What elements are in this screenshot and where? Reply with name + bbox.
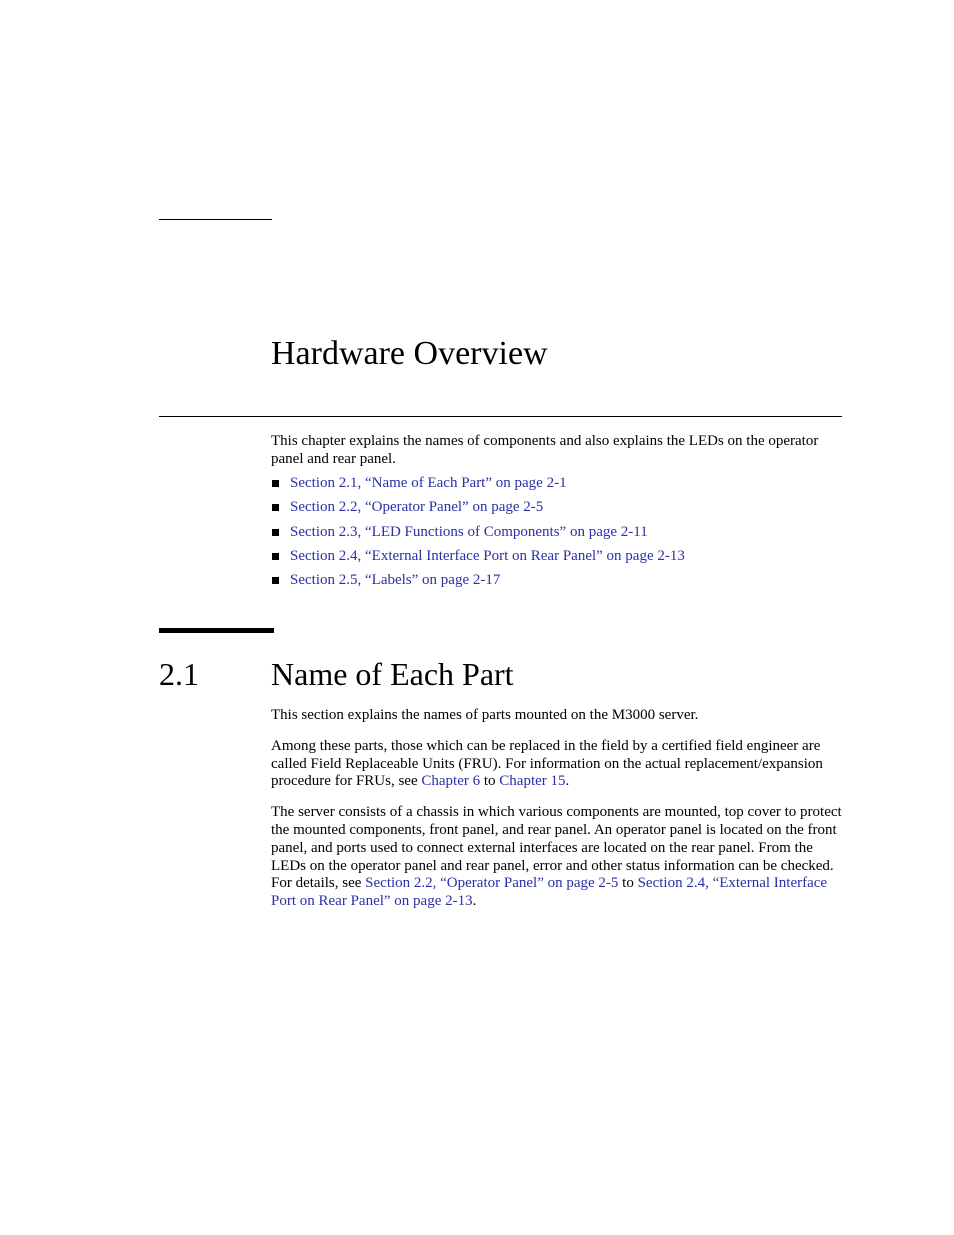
toc-link-section-2-3[interactable]: Section 2.3, “LED Functions of Components” on page 2-11 — [290, 523, 648, 540]
chapter-6-link[interactable]: Chapter 6 — [421, 773, 481, 790]
chapter-intro: This chapter explains the names of components and also explains the LEDs on the operator panel and rear panel. — [271, 433, 819, 467]
toc-item — [271, 474, 685, 498]
section-number: 2.1 — [159, 656, 199, 692]
section-paragraph-3 — [271, 804, 842, 911]
chapter-top-rule — [159, 219, 272, 220]
section-heading-bar — [159, 628, 274, 633]
section-2-2-link[interactable]: Section 2.2, “Operator Panel” on page 2-5 — [365, 875, 619, 892]
chapter-15-link[interactable]: Chapter 15 — [499, 773, 566, 790]
toc-item — [271, 547, 685, 571]
square-bullet-icon — [272, 480, 279, 487]
paragraph-text: . — [472, 893, 477, 910]
chapter-title-rule — [159, 416, 842, 417]
chapter-toc — [271, 474, 685, 595]
section-body — [271, 707, 842, 924]
toc-link-section-2-2[interactable]: Section 2.2, “Operator Panel” on page 2-5 — [290, 499, 544, 516]
paragraph-text: The server consists of a chassis in which various components are mounted, top cover to protect the mounted components, front panel, and rear panel. An operator panel is located on the front panel, and ports used to connect external interfaces are located on the rear panel. From the LEDs on the operator panel and rear panel, error and other status information can be checked. For details, see — [271, 804, 842, 892]
square-bullet-icon — [272, 577, 279, 584]
square-bullet-icon — [272, 553, 279, 560]
square-bullet-icon — [272, 529, 279, 536]
section-title: Name of Each Part — [271, 656, 514, 692]
toc-link-section-2-4[interactable]: Section 2.4, “External Interface Port on Rear Panel” on page 2-13 — [290, 547, 685, 564]
toc-link-section-2-1[interactable]: Section 2.1, “Name of Each Part” on page 2-1 — [290, 475, 567, 491]
section-paragraph-2 — [271, 738, 842, 791]
paragraph-text: to — [480, 773, 500, 790]
paragraph-text: . — [565, 773, 570, 790]
toc-item — [271, 571, 685, 595]
square-bullet-icon — [272, 504, 279, 511]
section-2-4-link[interactable]: Section 2.4, “External Interface Port on Rear Panel” on page 2-13 — [271, 875, 828, 910]
paragraph-text: Among these parts, those which can be replaced in the field by a certified field engineer are called Field Replaceable Units (FRU). For information on the actual replacement/expansion procedure for FRUs, see — [271, 737, 823, 790]
toc-item — [271, 498, 685, 522]
section-paragraph-1: This section explains the names of parts mounted on the M3000 server. — [271, 707, 699, 723]
toc-item — [271, 523, 685, 547]
chapter-title: Hardware Overview — [271, 335, 548, 372]
toc-link-section-2-5[interactable]: Section 2.5, “Labels” on page 2-17 — [290, 572, 501, 589]
paragraph-text: to — [618, 875, 638, 892]
